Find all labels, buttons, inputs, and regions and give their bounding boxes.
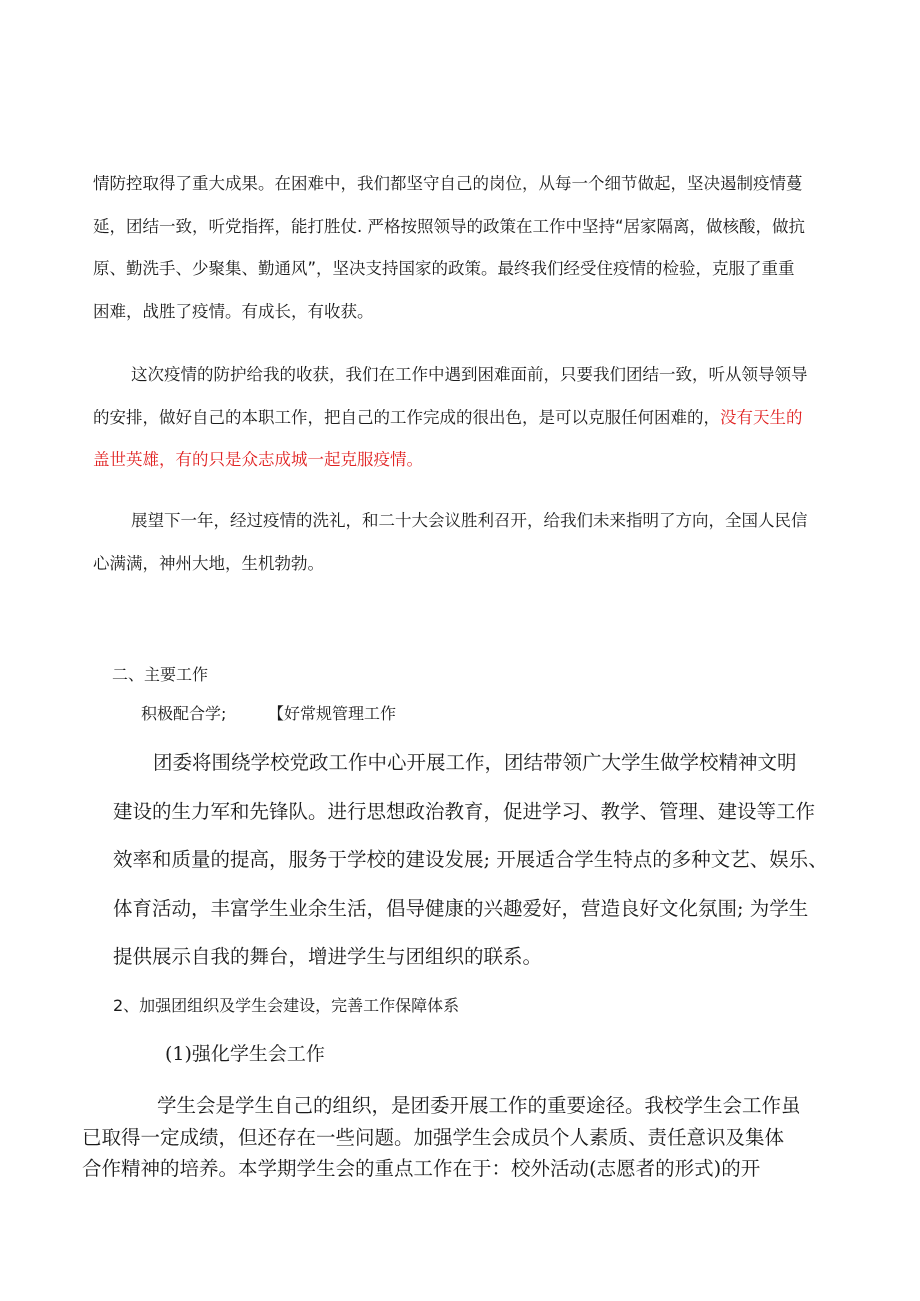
subsection-heading: (1)强化学生会工作 [165,1043,325,1065]
paragraph-2-line: 这次疫情的防护给我的收获，我们在工作中遇到困难面前，只要我们团结一致，听从领导领导 [131,365,808,384]
paragraph-4-line: 提供展示自我的舞台，增进学生与团组织的联系。 [113,945,543,968]
paragraph-4-line: 体育活动，丰富学生业余生活，倡导健康的兴趣爱好，营造良好文化氛围; 为学生 [113,896,809,920]
paragraph-3-line: 心满满，神州大地，生机勃勃。 [93,553,324,573]
paragraph-4-line: 团委将围绕学校党政工作中心开展工作，团结带领广大学生做学校精神文明 [153,751,797,774]
paragraph-4-line: 效率和质量的提高，服务于学校的建设发展; 开展适合学生特点的多种文艺、娱乐、 [113,848,828,871]
paragraph-1-line: 情防控取得了重大成果。在困难中，我们都坚守自己的岗位，从每一个细节做起，坚决遏制疫情蔓 [93,174,803,193]
paragraph-3 [93,500,833,585]
subheading-left: 积极配合学; [141,704,227,723]
paragraph-5-line: 学生会是学生自己的组织，是团委开展工作的重要途径。我校学生会工作虽 [157,1094,801,1117]
paragraph-5-line: 合作精神的培养。本学期学生会的重点工作在于：校外活动(志愿者的形式)的开 [82,1157,761,1180]
paragraph-2 [93,354,833,482]
paragraph-1 [93,163,833,333]
paragraph-4-line: 建设的生力军和先锋队。进行思想政治教育，促进学习、教学、管理、建设等工作 [113,799,816,823]
paragraph-2-text: 的安排，做好自己的本职工作，把自己的工作完成的很出色，是可以克服任何困难的， [93,407,720,427]
paragraph-5 [82,1090,842,1185]
highlighted-text: 盖世英雄，有的只是众志成城一起克服疫情。 [93,450,423,469]
item-2-heading: 2、加强团组织及学生会建设，完善工作保障体系 [113,996,460,1015]
paragraph-4 [113,739,833,982]
highlighted-text: 没有天生的 [720,407,803,427]
paragraph-5-line: 已取得一定成绩，但还存在一些问题。加强学生会成员个人素质、责任意识及集体 [82,1125,785,1149]
paragraph-2-line [93,397,833,440]
subheading-right: 【好常规管理工作 [268,704,397,723]
paragraph-3-line: 展望下一年，经过疫情的洗礼，和二十大会议胜利召开，给我们未来指明了方向，全国人民信 [131,511,808,530]
paragraph-1-line: 延，团结一致，听党指挥，能打胜仗. 严格按照领导的政策在工作中坚持“居家隔离，做核酸，做抗 [93,216,806,236]
paragraph-1-line: 困难，战胜了疫情。有成长，有收获。 [93,301,374,321]
paragraph-1-line: 原、勤洗手、少聚集、勤通风”，坚决支持国家的政策。最终我们经受住疫情的检验，克服了重重 [93,259,795,278]
section-heading: 二、主要工作 [112,665,209,684]
